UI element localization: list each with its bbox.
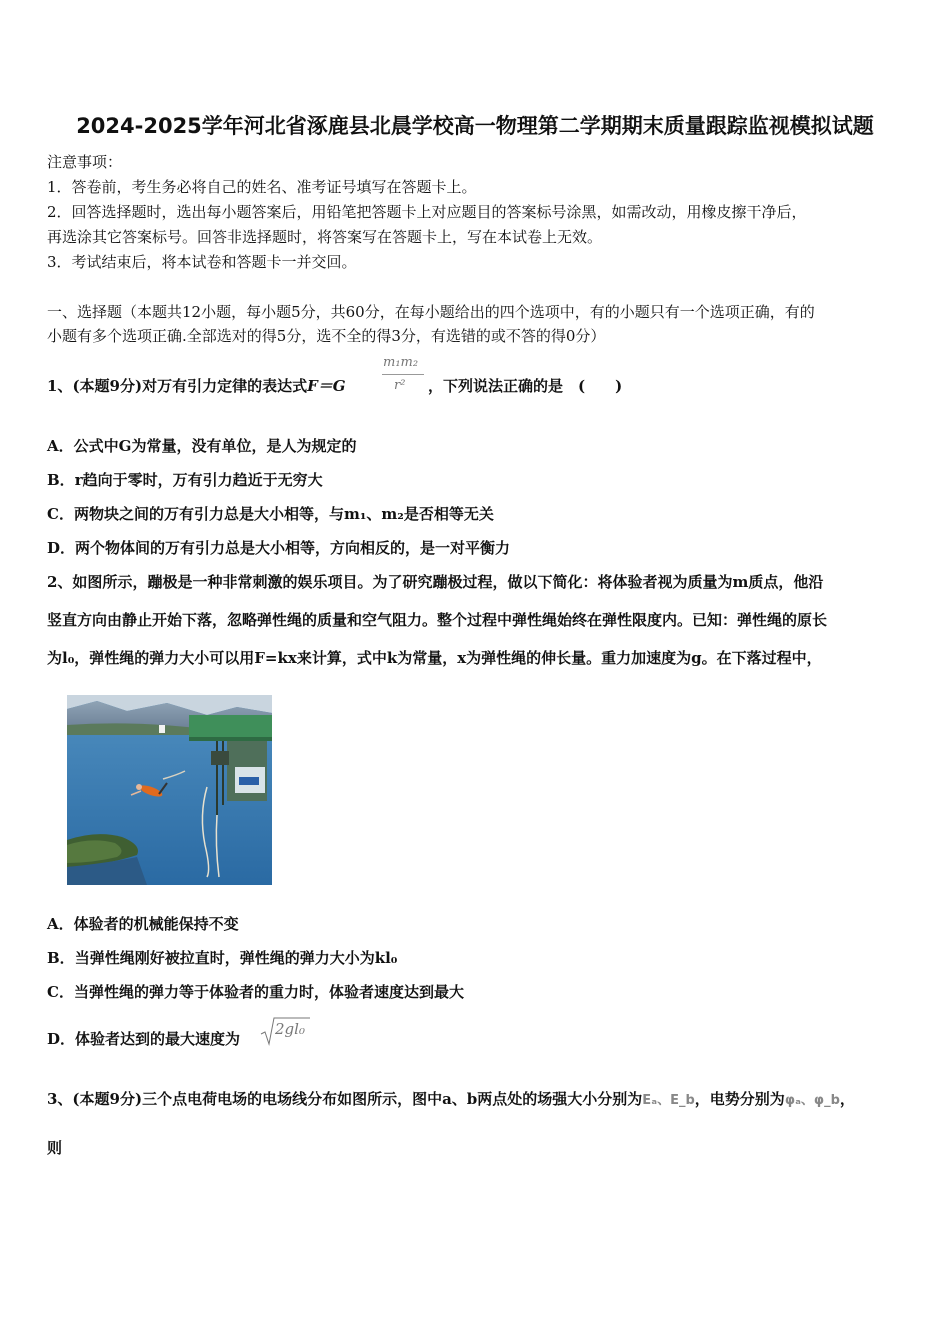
q1-option-d: D．两个物体间的万有引力总是大小相等，方向相反的，是一对平衡力 [47,539,511,557]
page-title: 2024-2025学年河北省涿鹿县北晨学校高一物理第二学期期末质量跟踪监视模拟试题 [76,114,874,138]
q1-option-c: C．两物块之间的万有引力总是大小相等，与m₁、m₂是否相等无关 [47,505,494,523]
q2-stem-line1: 2、如图所示，蹦极是一种非常刺激的娱乐项目。为了研究蹦极过程，做以下简化：将体验者视为质量为m质点，他沿 [47,573,824,591]
q2-stem-line2: 竖直方向由静止开始下落，忽略弹性绳的质量和空气阻力。整个过程中弹性绳始终在弹性限度内。已知：弹性绳的原长 [47,611,828,629]
q1-formula-lhs: F＝G [307,377,346,395]
q1-formula-fraction-bar [382,374,424,375]
q1-prefix: 1、 [47,377,73,395]
q1-option-b: B．r趋向于零时，万有引力趋近于无穷大 [47,471,323,489]
notice-item-2: 2．回答选择题时，选出每小题答案后，用铅笔把答题卡上对应题目的答案标号涂黑，如需改动，用橡皮擦干净后， [47,203,807,221]
q2-option-c: C．当弹性绳的弹力等于体验者的重力时，体验者速度达到最大 [47,983,464,1001]
sqrt-expression: 2gl₀ [275,1020,305,1038]
q1-stem [47,376,346,396]
bungee-jump-photo [67,695,272,885]
q1-stem-b: ，下列说法正确的是 ( ) [428,377,623,395]
notice-item-2-cont: 再选涂其它答案标号。回答非选择题时，将答案写在答题卡上，写在本试卷上无效。 [47,228,603,246]
section-heading-line2: 小题有多个选项正确.全部选对的得5分，选不全的得3分，有选错的或不答的得0分） [47,327,606,345]
notice-item-3: 3．考试结束后，将本试卷和答题卡一并交回。 [47,253,357,271]
q1-formula-denominator: r² [394,378,406,393]
q3-stem-line2: 则 [47,1139,63,1157]
potential-symbols: φₐ、φ_b [784,1093,840,1108]
notice-item-1: 1．答卷前，考生务必将自己的姓名、准考证号填写在答题卡上。 [47,178,477,196]
q2-option-d-sqrt [260,1014,312,1046]
q2-stem-line3: 为l₀，弹性绳的弹力大小可以用F=kx来计算，式中k为常量，x为弹性绳的伸长量。重力加速度为g。在下落过程中， [47,649,822,667]
q1-option-a: A．公式中G为常量，没有单位，是人为规定的 [47,437,357,455]
q3-stem: 3、(本题9分)三个点电荷电场的电场线分布如图所示，图中a、b两点处的场强大小分别为Eₐ、E_b，电势分别为φₐ、φ_b， [47,1090,855,1108]
field-strength-symbols: Eₐ、E_b [642,1093,695,1108]
q2-option-b: B．当弹性绳刚好被拉直时，弹性绳的弹力大小为kl₀ [47,949,398,967]
q2-option-d: D．体验者达到的最大速度为 [47,1030,241,1048]
notice-heading: 注意事项： [47,153,123,171]
q1-formula-numerator: m₁m₂ [383,355,419,370]
section-heading-line1: 一、选择题（本题共12小题，每小题5分，共60分，在每小题给出的四个选项中，有的小题只有一个选项正确，有的 [47,303,815,321]
q2-option-a: A．体验者的机械能保持不变 [47,915,239,933]
q1-stem-a: (本题9分)对万有引力定律的表达式 [72,377,308,395]
